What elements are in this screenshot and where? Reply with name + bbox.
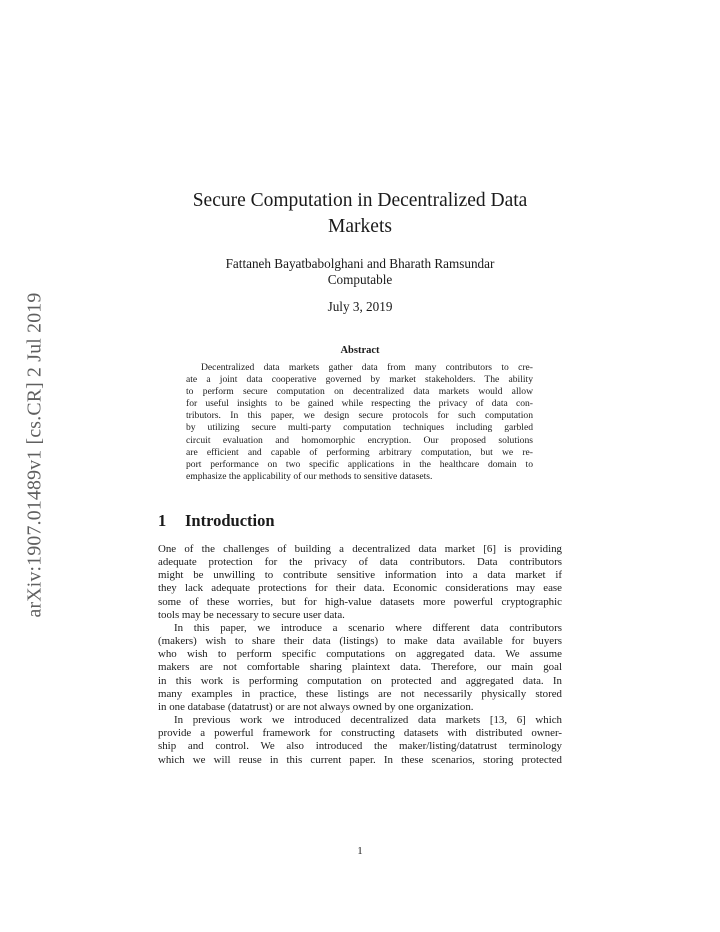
abstract-line: for useful insights to be gained while respecting the privacy of data con- (186, 398, 533, 410)
body-line: One of the challenges of building a decentralized data market [6] is providing (158, 543, 562, 555)
author-affiliation: Computable (327, 272, 393, 287)
abstract-line: port performance on two specific applications in the healthcare domain to (186, 458, 533, 470)
author-names: Fattaneh Bayatbabolghani and Bharath Ramsundar (225, 256, 495, 271)
body-line: ship and control. We also introduced the maker/listing/datatrust terminology (158, 740, 562, 753)
introduction-text (158, 543, 562, 767)
body-line: which we will reuse in this current paper. In these scenarios, storing protected (158, 753, 562, 766)
body-line: In previous work we introduced decentralized data markets [13, 6] which (174, 714, 562, 727)
body-line: might be unwilling to contribute sensitive information into a data market if (158, 569, 562, 582)
abstract-text (186, 362, 533, 483)
body-line: many examples in practice, these listings are not necessarily physically stored (158, 687, 562, 700)
section-number: 1 (158, 511, 167, 530)
arxiv-identifier-stamp: arXiv:1907.01489v1 [cs.CR] 2 Jul 2019 (23, 292, 46, 618)
body-line: some of these worries, but for high-value datasets more powerful cryptographic (158, 595, 562, 608)
body-line: tools may be necessary to secure user data. (158, 608, 345, 621)
body-line: adequate protection for the privacy of data contributors. Data contributors (158, 556, 562, 569)
abstract-line: are efficient and capable of performing arbitrary computation, but we re- (186, 446, 533, 458)
abstract-line: ate a joint data cooperative governed by market stakeholders. The ability (186, 374, 533, 386)
abstract-line: by utilizing secure multi-party computation techniques including garbled (186, 422, 533, 434)
title-line: Markets (328, 216, 392, 237)
abstract-line: emphasize the applicability of our methods to sensitive datasets. (186, 470, 433, 482)
paper-date: July 3, 2019 (327, 299, 393, 314)
body-line: provide a powerful framework for constructing datasets with distributed owner- (158, 727, 562, 740)
body-line: in this work is performing computation on protected and aggregated data. In (158, 674, 562, 687)
body-line: who wish to perform specific computations on aggregated data. We assume (158, 648, 562, 661)
body-line: (makers) wish to share their data (listings) to make data available for buyers (158, 635, 562, 648)
abstract-heading: Abstract (340, 345, 380, 356)
body-line: in one database (datatrust) or are not always owned by one organization. (158, 700, 474, 713)
body-line: they lack adequate protections for their data. Economic considerations may ease (158, 582, 562, 595)
body-line: makers are not comfortable sharing plaintext data. Therefore, our main goal (158, 661, 562, 674)
author-block (160, 256, 560, 288)
abstract-line: circuit evaluation and homomorphic encryption. Our proposed solutions (186, 434, 533, 446)
abstract-line: to perform secure computation on decentralized data markets would allow (186, 386, 533, 398)
body-line: In this paper, we introduce a scenario where different data contributors (174, 621, 562, 634)
paper-title (160, 188, 560, 240)
section-heading (158, 511, 275, 531)
title-line: Secure Computation in Decentralized Data (192, 190, 528, 211)
abstract-line: Decentralized data markets gather data from many contributors to cre- (201, 362, 533, 373)
page-number: 1 (357, 845, 363, 857)
section-title: Introduction (185, 511, 275, 530)
abstract-line: tributors. In this paper, we design secure protocols for such computation (186, 410, 533, 422)
